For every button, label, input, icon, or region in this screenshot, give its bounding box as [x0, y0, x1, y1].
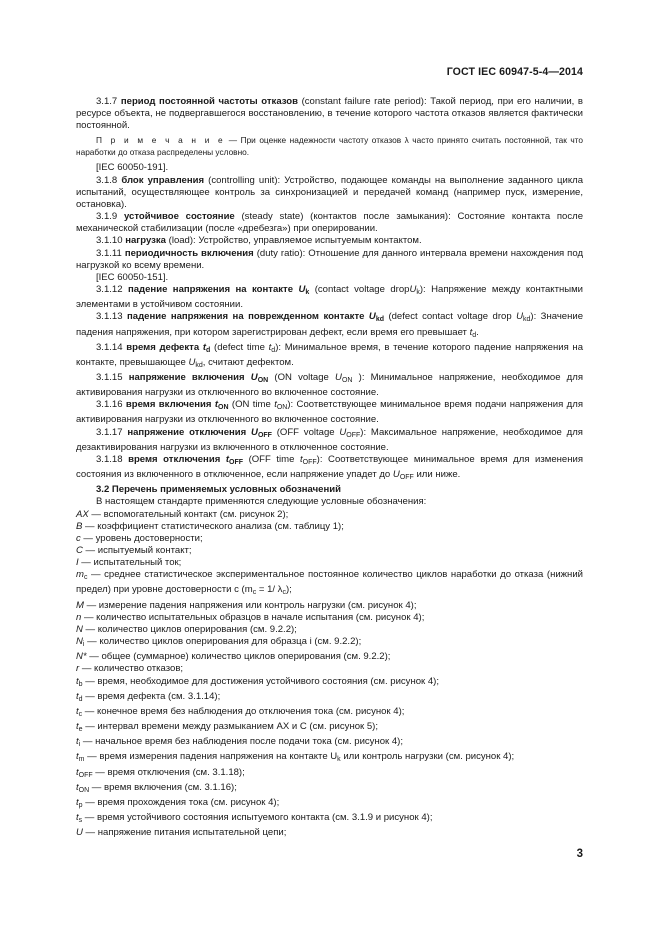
note-text: — При оценке надежности частоту отказов λ часто принято считать постоянной, так что наработки до отказа распределены условно. — [76, 135, 584, 157]
symbol-description: — время устойчивого состояния испытуемого контакта (см. 3.1.9 и рисунок 4); — [82, 811, 433, 823]
symbol-subscript: m — [78, 756, 85, 764]
symbol-subscript: OFF — [78, 771, 93, 779]
definition-3-1-12: 3.1.12 падение напряжения на контакте $U_k$ (contact voltage dropU$_k$): Напряжение между контактными элементами в устойчивом состоянии. — [76, 284, 583, 311]
symbol-list-item — [76, 624, 583, 636]
symbol: B — [76, 520, 83, 532]
symbol: t — [76, 751, 79, 763]
symbol: t — [76, 796, 79, 808]
inline-subscript: c — [282, 589, 286, 597]
symbol-description: — количество отказов; — [79, 663, 184, 675]
symbol-list-item — [76, 721, 583, 736]
symbol-description: — испытуемый контакт; — [82, 545, 192, 556]
symbol-description: — напряжение питания испытательной цепи; — [82, 827, 287, 839]
symbol: AX — [76, 508, 89, 520]
definition-3-1-18: 3.1.18 время отключения $t_{OFF}$ (OFF time $t_{OFF}$): Соответствующее минимальное время для изменения состояния из включенного в отключенное, если напряжение упадет до $U_{OFF}$ или ниже. — [76, 453, 583, 482]
symbol-description-tail: = 1/ λ — [256, 584, 283, 596]
definition-3-1-8: 3.1.8 блок управления (controlling unit): Устройство, подающее команды на выполнение заданного цикла испытаний, осуществляющее контроль за синхронизацией и передачей команд (например пуск, измерение, остановка). — [76, 174, 584, 210]
symbol-subscript: i — [82, 641, 85, 649]
page-body — [76, 96, 583, 839]
term: падение напряжения на поврежденном контакте — [127, 311, 365, 323]
definition-3-1-11: 3.1.11 периодичность включения (duty ratio): Отношение для данного интервала времени нахождения под нагрузкой ко всему времени. — [76, 247, 584, 271]
symbol-list-item — [76, 767, 583, 782]
symbol-description: — среднее статистическое экспериментальное постоянное количество циклов наработки до отказа (нижний предел) при уровне достоверности c (m — [76, 569, 583, 596]
symbol: t — [76, 736, 79, 748]
symbol-description: — время отключения (см. 3.1.18); — [92, 766, 245, 778]
symbol: t — [76, 811, 79, 823]
term: блок управления — [121, 174, 205, 186]
symbol-description: — общее (суммарное) количество циклов оперирования (см. 9.2.2); — [86, 651, 391, 663]
symbol: U — [76, 827, 83, 839]
symbol: t — [76, 721, 79, 733]
page-header: ГОСТ IEC 60947-5-4—2014 — [446, 66, 583, 78]
term: напряжение включения — [128, 371, 245, 383]
symbol-description-tail: или контроль нагрузки (см. рисунок 4); — [340, 751, 515, 763]
symbol-description: — количество испытательных образцов в начале испытания (см. рисунок 4); — [81, 611, 425, 623]
term: периодичность включения — [124, 247, 254, 259]
reference-iec-60050-151: [IEC 60050-151]. — [96, 271, 169, 283]
symbol-list-item — [76, 706, 583, 721]
symbol-description: — коэффициент статистического анализа (см. таблицу 1); — [82, 520, 344, 532]
symbol-description: — время дефекта (см. 3.1.14); — [82, 690, 221, 702]
inline-subscript: k — [337, 756, 341, 764]
section-title: 3.2 Перечень применяемых условных обозначений — [96, 484, 341, 496]
symbol-list-item — [76, 691, 583, 706]
symbol-subscript: s — [78, 816, 83, 824]
symbol: t — [76, 766, 79, 778]
symbol-list-item — [76, 600, 583, 612]
note-label: П р и м е ч а н и е — [96, 135, 226, 146]
symbol-description-tail: ); — [285, 584, 292, 596]
symbol-subscript: c — [83, 574, 88, 582]
symbol-description: — начальное время без наблюдения после подачи тока (см. рисунок 4); — [80, 736, 403, 748]
definition-3-1-15: 3.1.15 напряжение включения $U_{ON}$ (ON voltage $U_{ON}$ ): Минимальное напряжение, необходимое для активирования нагрузки из отключенного во включенное состояние. — [76, 371, 583, 399]
definition-3-1-16: 3.1.16 время включения $t_{ON}$ (ON time $t_{ON}$): Соответствующее минимальное время подачи напряжения для активирования нагрузки из отключенного во включенное состояние. — [76, 399, 583, 426]
symbol-list-item — [76, 812, 583, 827]
symbol: t — [76, 690, 79, 702]
term: напряжение отключения — [127, 426, 247, 438]
definition-3-1-10: 3.1.10 нагрузка (load): Устройство, управляемое испытуемым контактом. — [96, 235, 422, 247]
symbol-list-item — [76, 736, 583, 751]
symbol-description: — время измерения падения напряжения на контакте U — [84, 751, 338, 763]
page-number: 3 — [576, 848, 583, 860]
symbol-list — [76, 509, 583, 840]
symbol-description: — количество циклов оперирования (см. 9.2.2); — [82, 623, 297, 635]
definition-3-1-14: 3.1.14 время дефекта $t_d$ (defect time $t_d$): Минимальное время, в течение которого падение напряжения на контакте, превышающее $U_{kd}$, считают дефектом. — [76, 341, 584, 369]
inline-subscript: c — [252, 589, 257, 597]
symbol-list-item — [76, 797, 583, 812]
symbol-description: — измерение падения напряжения или контроль нагрузки (см. рисунок 4); — [83, 599, 417, 611]
symbol-description: — уровень достоверности; — [80, 532, 203, 544]
symbol: n — [76, 611, 82, 623]
symbol-description: — время, необходимое для достижения устойчивого состояния (см. рисунок 4); — [82, 675, 439, 687]
symbol-subscript: e — [78, 726, 83, 734]
symbol: C — [76, 545, 83, 556]
symbol-subscript: i — [78, 741, 81, 749]
symbol: t — [76, 705, 79, 717]
symbol-list-item — [76, 612, 583, 624]
symbol-list-item — [76, 636, 583, 651]
symbol: r — [76, 663, 80, 675]
definition-3-1-9: 3.1.9 устойчивое состояние (steady state) (контактов после замыкания): Состояние контакта после механической стабилизации (после «дребезга») при оперировании. — [76, 211, 584, 235]
symbol-list-item — [76, 545, 583, 557]
symbol-description: — конечное время без наблюдения до отключения тока (см. рисунок 4); — [82, 705, 405, 717]
symbol-list-item — [76, 569, 583, 599]
symbol: N — [76, 636, 83, 648]
symbol-list-item — [76, 676, 583, 691]
symbol-list-item — [76, 533, 583, 545]
symbol: M — [76, 599, 84, 611]
definition-3-1-7: 3.1.7 период постоянной частоты отказов (constant failure rate period): Такой период, при его наличии, в ресурсе объекта, не подвергавшегося восстановлению, в течение которого частота отказов является фактически постоянной. — [76, 96, 584, 132]
term: время включения — [125, 399, 212, 411]
section-intro: В настоящем стандарте применяются следующие условные обозначения: — [96, 496, 427, 508]
symbol-subscript: c — [78, 710, 83, 718]
symbol-description: — время включения (см. 3.1.16); — [89, 781, 237, 793]
symbol-description: — количество циклов оперирования для образца i (см. 9.2.2); — [84, 636, 362, 648]
symbol-subscript: d — [78, 695, 83, 703]
symbol-list-item — [76, 827, 583, 839]
reference-iec-60050-191: [IEC 60050-191]. — [96, 162, 169, 174]
symbol-list-item — [76, 751, 583, 766]
symbol-list-item — [76, 782, 583, 797]
symbol: N* — [76, 651, 87, 663]
note — [76, 135, 583, 158]
definition-3-1-17: 3.1.17 напряжение отключения $U_{OFF}$ (OFF voltage $U_{OFF}$): Максимальное напряжение, необходимое для дезактивирования нагрузки из включенного в отключенное состояние. — [76, 426, 583, 453]
symbol-list-item — [76, 557, 583, 569]
symbol-list-item — [76, 521, 583, 533]
symbol: t — [76, 781, 79, 793]
term: нагрузка — [125, 235, 166, 247]
symbol-description: — вспомогательный контакт (см. рисунок 2); — [88, 508, 289, 520]
symbol: N — [76, 623, 83, 635]
symbol: t — [76, 675, 79, 687]
symbol-list-item — [76, 651, 583, 663]
symbol-list-item — [76, 663, 583, 675]
symbol-description: — интервал времени между размыканием AX и C (см. рисунок 5); — [82, 721, 378, 733]
symbol-subscript: b — [78, 680, 83, 688]
term: время дефекта — [126, 341, 200, 353]
term: падение напряжения на контакте — [127, 284, 294, 296]
symbol-subscript: p — [78, 801, 83, 809]
symbol: I — [76, 557, 79, 569]
term: время отключения — [128, 453, 221, 465]
symbol-description: — испытательный ток; — [78, 557, 182, 569]
symbol-list-item — [76, 509, 583, 521]
definition-3-1-13: 3.1.13 падение напряжения на поврежденном контакте $U_{kd}$ (defect contact voltage drop $U_{kd}$): Значение падения напряжения, при котором зарегистрирован дефект, если время его превышает $t_d$. — [76, 311, 584, 339]
symbol-description: — время прохождения тока (см. рисунок 4); — [82, 796, 280, 808]
term: устойчивое состояние — [123, 211, 235, 223]
symbol: m — [76, 569, 84, 581]
symbol-subscript: ON — [78, 786, 90, 794]
symbol: c — [76, 532, 81, 544]
term: период постоянной частоты отказов — [120, 96, 298, 107]
